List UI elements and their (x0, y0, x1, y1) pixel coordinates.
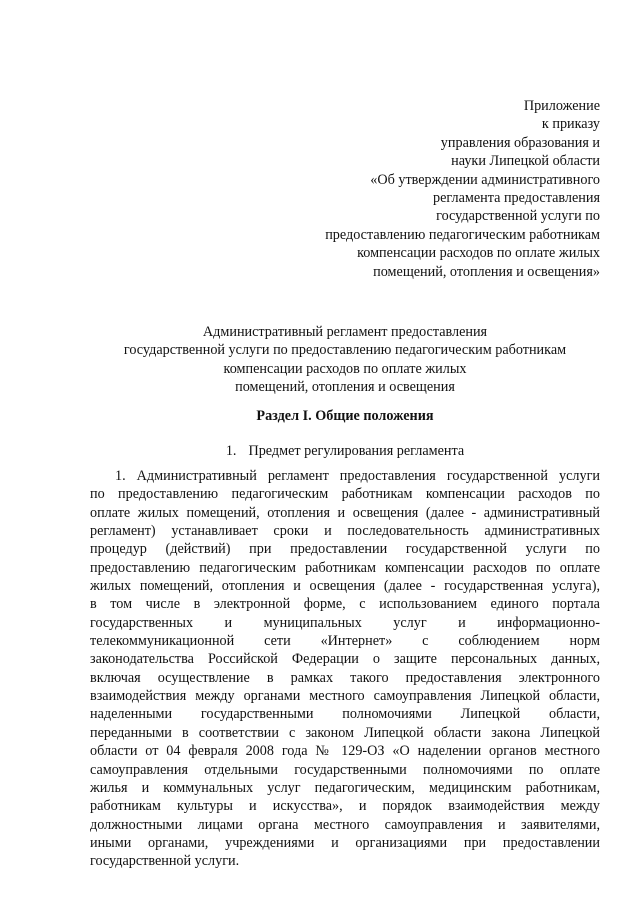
paragraph-line: регламент) устанавливает сроки и последовательность административных (90, 523, 600, 540)
paragraph-line: области от 04 февраля 2008 года № 129-ОЗ «О наделении органов местного (90, 743, 600, 760)
paragraph-line: взаимодействия между органами местного самоуправления Липецкой области, (90, 688, 600, 705)
paragraph (90, 467, 600, 871)
subsection-number: 1. (225, 443, 237, 459)
paragraph-line: иными органами, учреждениями и организациями при предоставлении (90, 834, 600, 851)
appendix-line: регламента предоставления (433, 190, 600, 207)
paragraph-line: предоставлению педагогическим работникам компенсации расходов по оплате (90, 559, 600, 576)
appendix-line: «Об утверждении административного (370, 171, 600, 188)
appendix-line: Приложение (523, 98, 600, 114)
title-line: помещений, отопления и освещения (235, 378, 455, 395)
subsection-text: Предмет регулирования регламента (248, 443, 465, 459)
appendix-line: к приказу (541, 116, 600, 133)
paragraph-line: государственных и муниципальных услуг и информационно- (90, 614, 600, 631)
paragraph-line: по предоставлению педагогическим работникам компенсации расходов по (90, 486, 600, 503)
document-title (90, 323, 600, 396)
paragraph-line: должностными лицами органа местного самоуправления и заявителями, (90, 816, 600, 833)
paragraph-line: жилья и коммунальных услуг педагогическим, медицинским работникам, (90, 779, 600, 796)
title-line: Административный регламент предоставления (202, 324, 488, 340)
paragraph-line: законодательства Российской Федерации о защите персональных данных, (90, 651, 600, 668)
appendix-line: предоставлению педагогическим работникам (325, 226, 600, 243)
paragraph-line: самоуправления отдельными государственными полномочиями по оплате (90, 761, 600, 778)
paragraph-line: наделенными государственными полномочиями Липецкой области, (90, 706, 600, 723)
title-line: государственной услуги по предоставлению педагогическим работникам (123, 342, 567, 359)
paragraph-line: государственной услуги. (90, 853, 240, 870)
paragraph-line: включая осуществление в рамках такого предоставления электронного (90, 669, 600, 686)
paragraph-line: работникам культуры и искусства», и порядок взаимодействия между (90, 798, 600, 815)
subsection-heading (90, 442, 600, 460)
paragraph-line: жилых помещений, отопления и освещения (далее - государственная услуга), (90, 578, 600, 595)
paragraph-line: в том числе в электронной форме, с использованием единого портала (90, 596, 600, 613)
paragraph-line: 1. Административный регламент предоставления государственной услуги (115, 468, 600, 484)
appendix-line: государственной услуги по (436, 208, 600, 225)
appendix-line: помещений, отопления и освещения» (373, 263, 600, 280)
appendix-block (280, 97, 600, 281)
paragraph-line: переданными в соответствии с законом Липецкой области закона Липецкой (90, 724, 600, 741)
paragraph-line: процедур (действий) при предоставлении государственной услуги по (90, 541, 600, 558)
paragraph-line: телекоммуникационной сети «Интернет» с соблюдением норм (90, 633, 600, 650)
appendix-line: управления образования и (440, 134, 600, 151)
paragraph-line: оплате жилых помещений, отопления и освещения (далее - административный (90, 504, 600, 521)
appendix-line: науки Липецкой области (451, 153, 600, 170)
title-line: компенсации расходов по оплате жилых (223, 360, 467, 377)
section-heading: Раздел I. Общие положения (256, 408, 434, 424)
appendix-line: компенсации расходов по оплате жилых (357, 245, 600, 262)
